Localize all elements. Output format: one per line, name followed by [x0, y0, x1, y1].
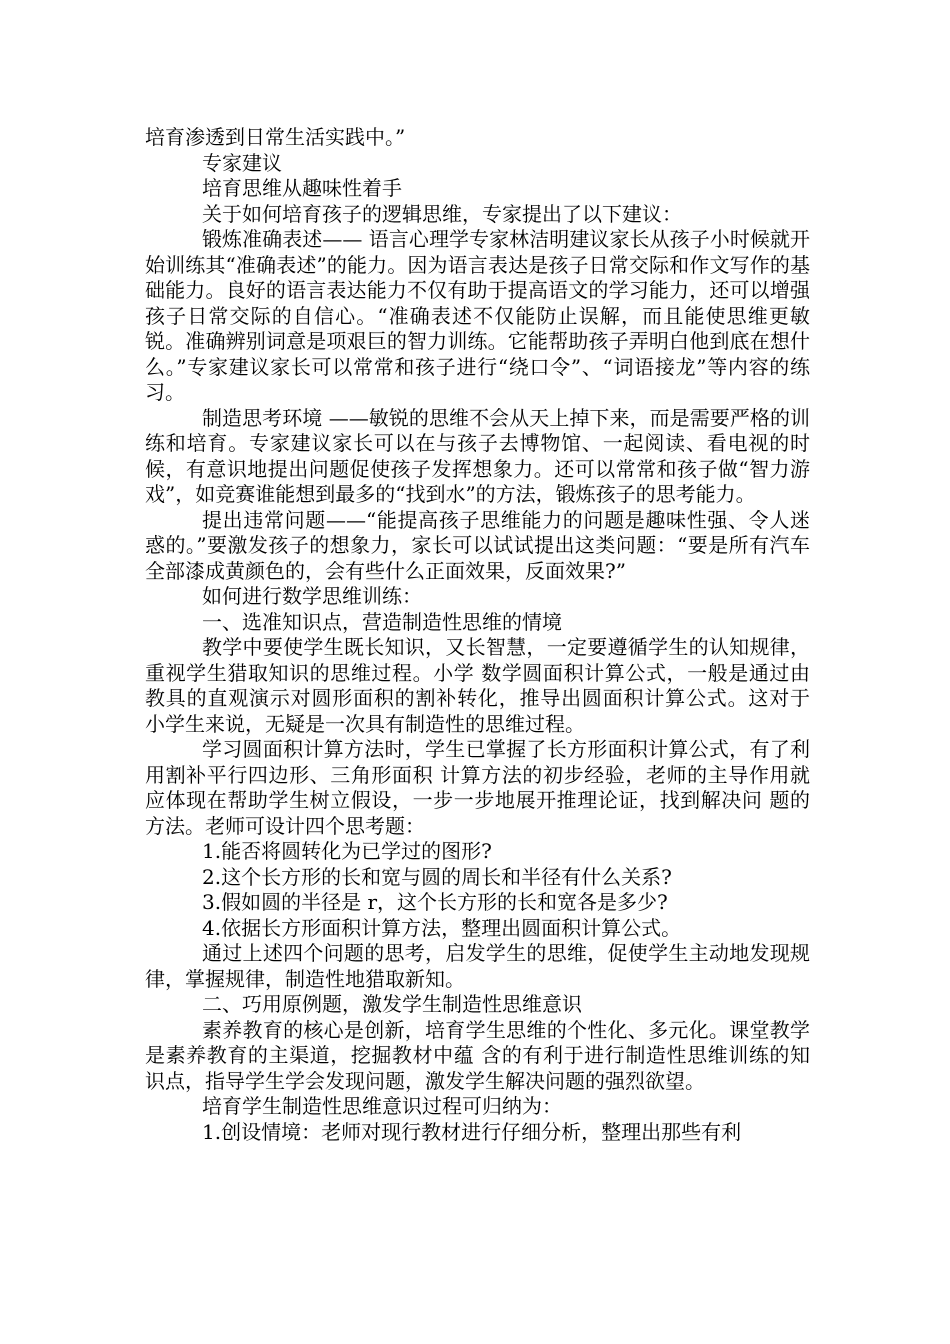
- list-item: 1.创设情境：老师对现行教材进行仔细分析，整理出那些有利: [202, 1119, 742, 1144]
- list-item: 1.能否将圆转化为已学过的图形?: [202, 839, 492, 863]
- paragraph: 通过上述四个问题的思考，启发学生的思维，促使学生主动地发现规律，掌握规律，制造性地猎取新知。: [145, 941, 810, 991]
- paragraph: 提出违常问题——“能提高孩子思维能力的问题是趣味性强、令人迷惑的。”要激发孩子的想象力，家长可以试试提出这类问题：“要是所有汽车全部漆成黄颜色的，会有些什么正面效果，反面效果?”: [145, 507, 810, 583]
- paragraph: 制造思考环境 ——敏锐的思维不会从天上掉下来，而是需要严格的训练和培育。专家建议家长可以在与孩子去博物馆、一起阅读、看电视的时候，有意识地提出问题促使孩子发挥想象力。还可以常常和孩子做“智力游戏”，如竞赛谁能想到最多的“找到水”的方法，锻炼孩子的思考能力。: [145, 405, 810, 506]
- section-heading: 专家建议: [202, 150, 282, 175]
- paragraph: 培育渗透到日常生活实践中。”: [145, 125, 406, 149]
- paragraph: 素养教育的核心是创新，培育学生思维的个性化、多元化。课堂教学是素养教育的主渠道，挖掘教材中蕴 含的有利于进行制造性思维训练的知识点，指导学生学会发现问题，激发学生解决问题的强烈欲望。: [145, 1017, 810, 1093]
- paragraph: 培育学生制造性思维意识过程可归纳为：: [202, 1094, 562, 1118]
- section-subheading: 一、选准知识点，营造制造性思维的情境: [202, 609, 562, 634]
- list-item: 3.假如圆的半径是 r，这个长方形的长和宽各是多少?: [202, 890, 668, 914]
- section-subheading: 培育思维从趣味性着手: [202, 176, 402, 200]
- document-body: [145, 125, 810, 1145]
- list-item: 2.这个长方形的长和宽与圆的周长和半径有什么关系?: [202, 864, 672, 889]
- paragraph: 学习圆面积计算方法时，学生已掌握了长方形面积计算公式，有了利用割补平行四边形、三角形面积 计算方法的初步经验，老师的主导作用就应体现在帮助学生树立假设，一步一步地展开推理论证，找到解决问 题的方法。老师可设计四个思考题：: [145, 737, 810, 838]
- list-item: 4.依据长方形面积计算方法，整理出圆面积计算公式。: [202, 915, 682, 940]
- paragraph: 教学中要使学生既长知识，又长智慧，一定要遵循学生的认知规律，重视学生猎取知识的思维过程。小学 数学圆面积计算公式，一般是通过由教具的直观演示对圆形面积的割补转化，推导出圆面积计算公式。这对于 小学生来说，无疑是一次具有制造性的思维过程。: [145, 635, 810, 736]
- paragraph: 关于如何培育孩子的逻辑思维，专家提出了以下建议：: [202, 201, 682, 226]
- section-subheading: 二、巧用原例题，激发学生制造性思维意识: [202, 992, 582, 1016]
- section-heading: 如何进行数学思维训练：: [202, 584, 422, 608]
- paragraph: 锻炼准确表述—— 语言心理学专家林洁明建议家长从孩子小时候就开始训练其“准确表述”的能力。因为语言表达是孩子日常交际和作文写作的基础能力。良好的语言表达能力不仅有助于提高语文的学习能力，还可以增强孩子日常交际的自信心。“准确表述不仅能防止误解，而且能使思维更敏锐。准确辨别词意是项艰巨的智力训练。它能帮助孩子弄明白他到底在想什么。”专家建议家长可以常常和孩子进行“绕口令”、“词语接龙”等内容的练习。: [145, 227, 810, 404]
